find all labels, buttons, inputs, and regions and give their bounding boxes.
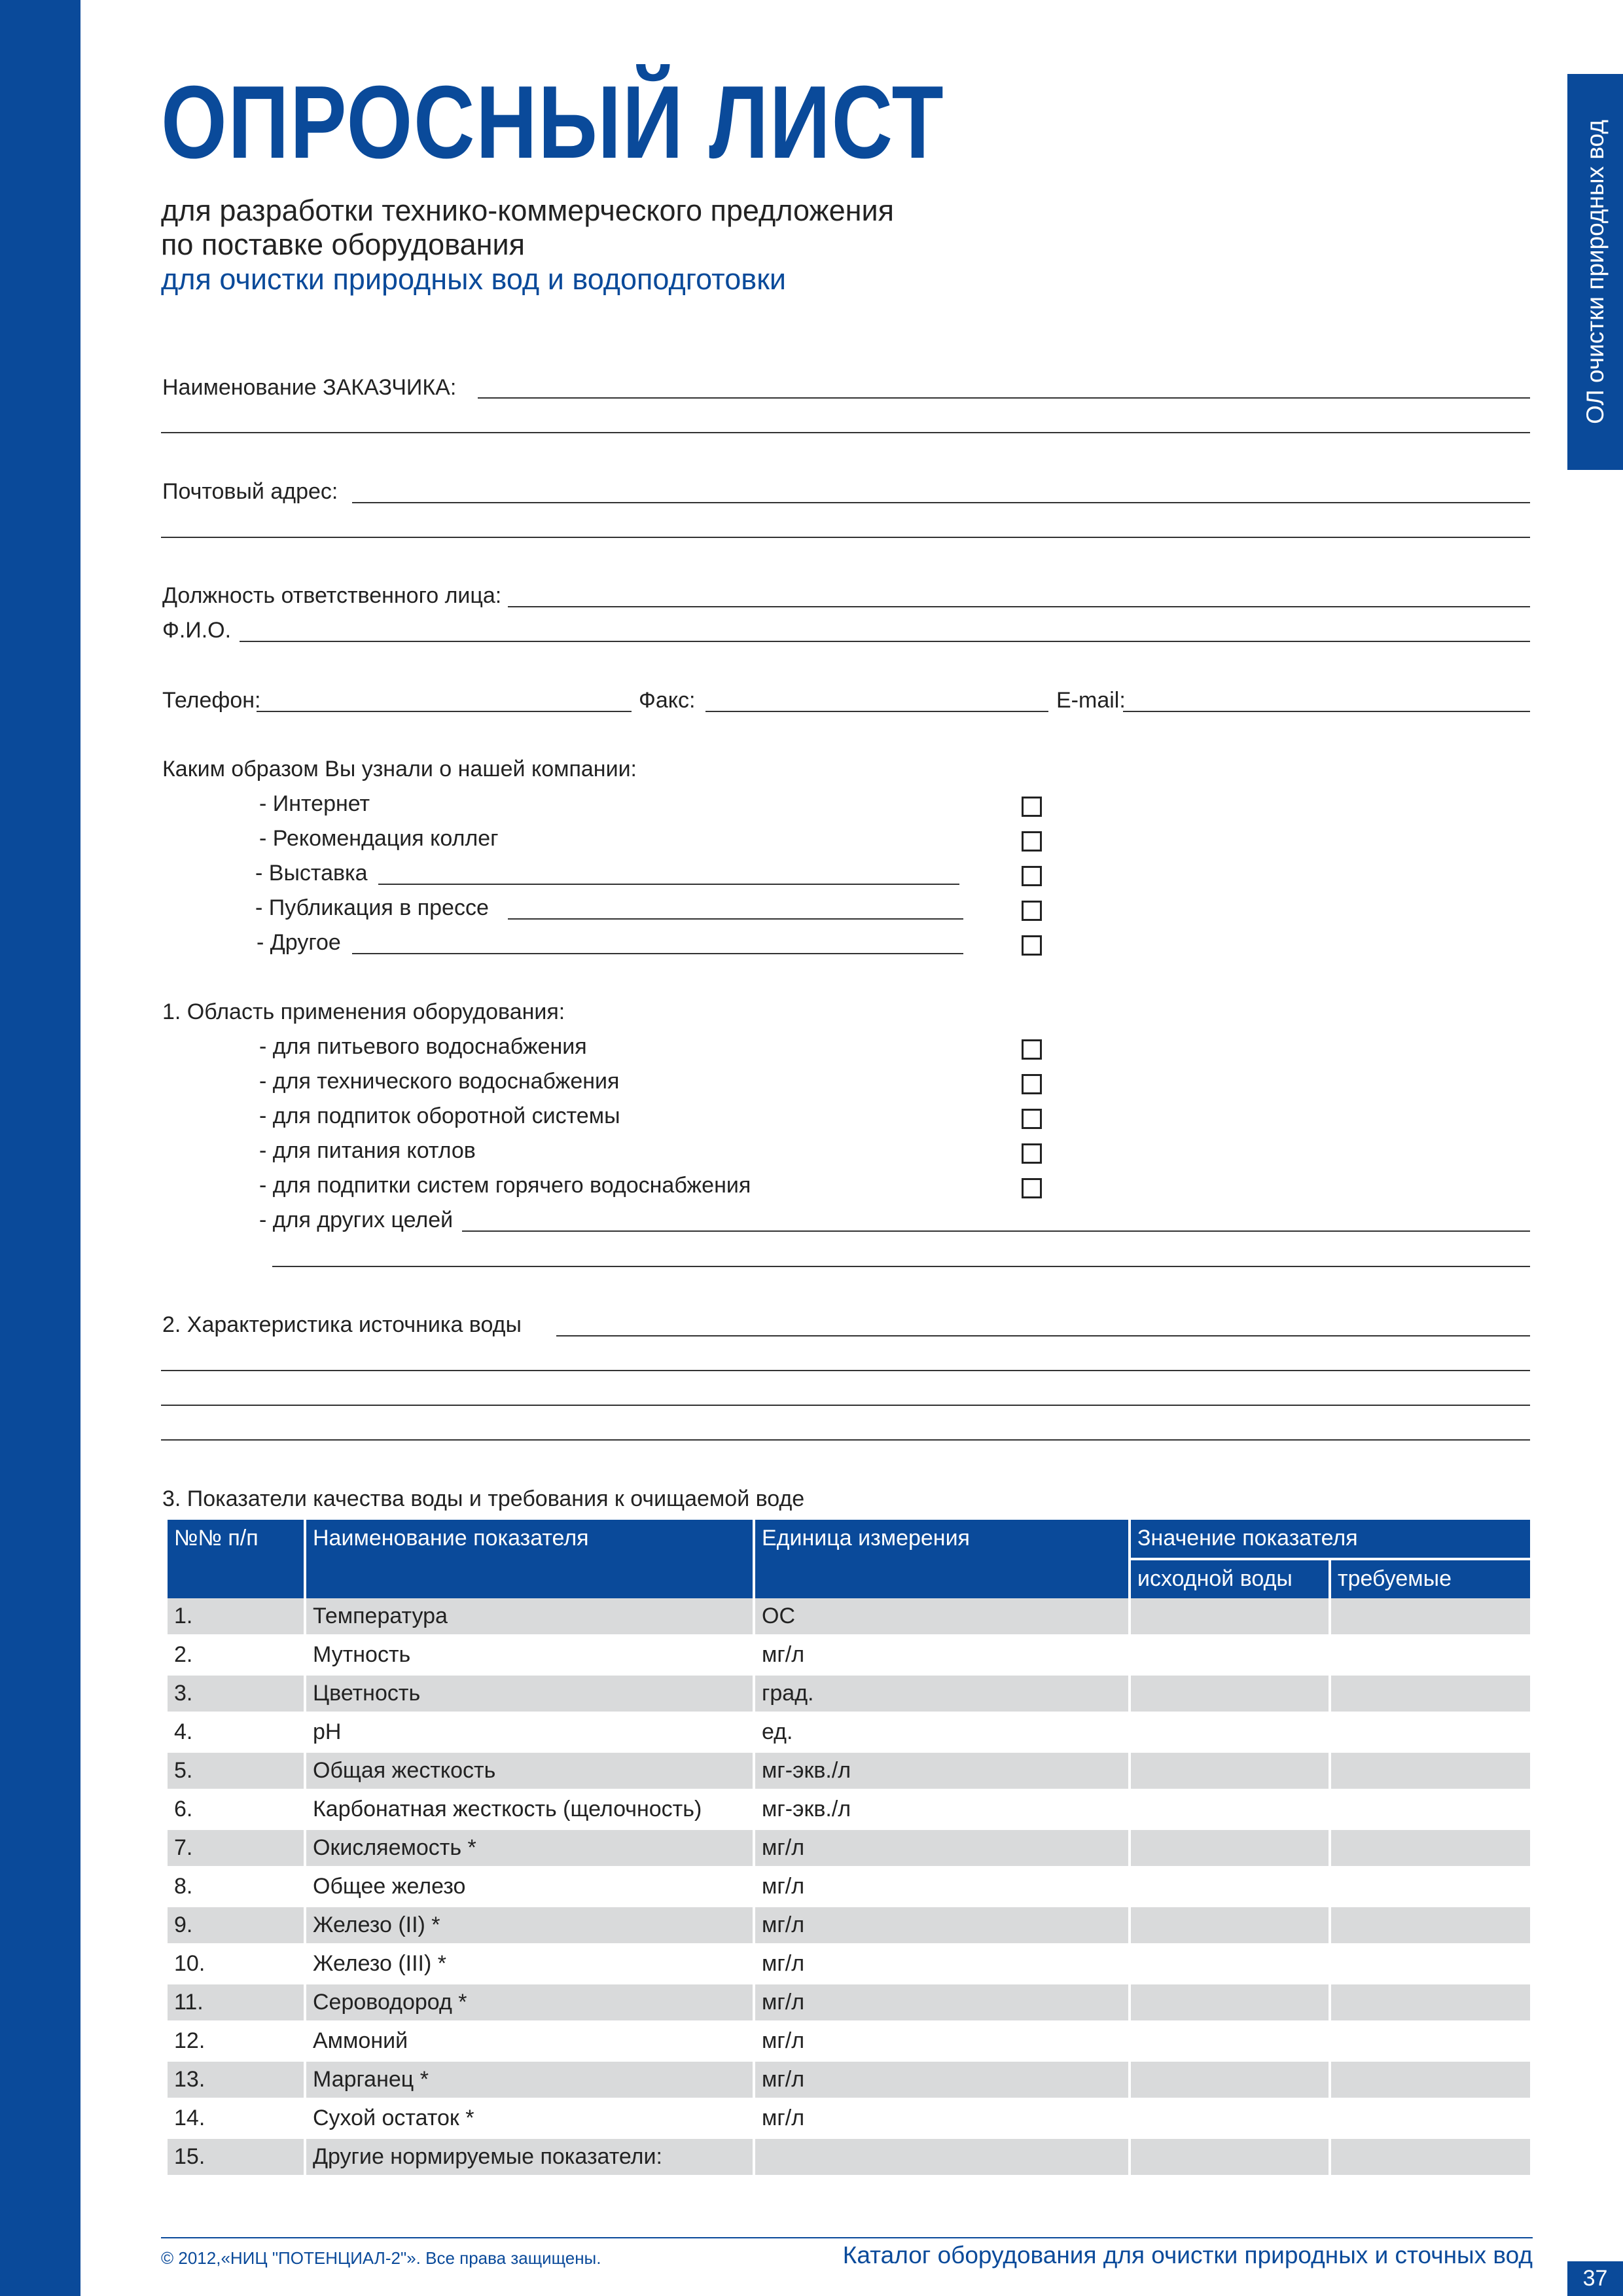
row-source-value[interactable] xyxy=(1131,1598,1329,1637)
fax-label: Факс: xyxy=(639,688,696,713)
row-required-value[interactable] xyxy=(1331,2062,1530,2100)
section3-title: 3. Показатели качества воды и требования к очищаемой воде xyxy=(162,1486,805,1511)
row-unit: мг/л xyxy=(755,1869,1128,1907)
row-unit: OC xyxy=(755,1598,1128,1637)
phone-label: Телефон: xyxy=(162,688,261,713)
row-name: Сухой остаток * xyxy=(306,2100,753,2139)
checkbox-technical[interactable] xyxy=(1022,1074,1042,1094)
row-name: Цветность xyxy=(306,1676,753,1714)
postal-address-label: Почтовый адрес: xyxy=(162,479,338,504)
table-row xyxy=(168,1869,1530,1907)
use-other: - для других целей xyxy=(259,1208,454,1232)
row-num: 7. xyxy=(168,1830,304,1869)
row-source-value[interactable] xyxy=(1131,1791,1329,1830)
row-required-value[interactable] xyxy=(1331,1946,1530,1984)
position-label: Должность ответственного лица: xyxy=(162,583,502,608)
row-name: Общее железо xyxy=(306,1869,753,1907)
row-unit: мг-экв./л xyxy=(755,1791,1128,1830)
row-num: 1. xyxy=(168,1598,304,1637)
table-row xyxy=(168,1637,1530,1676)
option-exhibition: - Выставка xyxy=(255,861,368,886)
quality-table xyxy=(165,1520,1533,2178)
section1-title: 1. Область применения оборудования: xyxy=(162,999,565,1024)
row-unit: мг/л xyxy=(755,2062,1128,2100)
row-num: 5. xyxy=(168,1753,304,1791)
header-unit: Единица измерения xyxy=(755,1520,1128,1598)
row-required-value[interactable] xyxy=(1331,1637,1530,1676)
row-source-value[interactable] xyxy=(1131,1869,1329,1907)
row-name: Общая жесткость xyxy=(306,1753,753,1791)
row-name: Аммоний xyxy=(306,2023,753,2062)
option-colleagues: - Рекомендация коллег xyxy=(259,826,499,851)
other-field[interactable] xyxy=(352,953,963,954)
row-num: 4. xyxy=(168,1714,304,1753)
checkbox-exhibition[interactable] xyxy=(1022,866,1042,886)
table-row xyxy=(168,1830,1530,1869)
postal-address-field-line-2[interactable] xyxy=(161,537,1530,538)
use-other-field[interactable] xyxy=(462,1230,1530,1232)
option-press: - Публикация в прессе xyxy=(255,895,489,920)
row-num: 15. xyxy=(168,2139,304,2178)
header-name: Наименование показателя xyxy=(306,1520,753,1598)
row-name: Другие нормируемые показатели: xyxy=(306,2139,753,2178)
row-required-value[interactable] xyxy=(1331,1791,1530,1830)
header-source: исходной воды xyxy=(1131,1560,1329,1598)
row-unit: мг/л xyxy=(755,1637,1128,1676)
table-row xyxy=(168,2139,1530,2178)
phone-field[interactable] xyxy=(257,711,632,712)
row-unit: мг/л xyxy=(755,1946,1128,1984)
row-name: Карбонатная жесткость (щелочность) xyxy=(306,1791,753,1830)
table-row xyxy=(168,1791,1530,1830)
checkbox-internet[interactable] xyxy=(1022,797,1042,817)
row-name: Сероводород * xyxy=(306,1984,753,2023)
row-unit: мг/л xyxy=(755,1907,1128,1946)
row-num: 8. xyxy=(168,1869,304,1907)
row-source-value[interactable] xyxy=(1131,2062,1329,2100)
row-unit xyxy=(755,2139,1128,2178)
checkbox-hot-water[interactable] xyxy=(1022,1178,1042,1198)
row-source-value[interactable] xyxy=(1131,1984,1329,2023)
header-num: №№ п/п xyxy=(168,1520,304,1598)
fax-field[interactable] xyxy=(705,711,1048,712)
press-field[interactable] xyxy=(508,918,963,920)
row-required-value[interactable] xyxy=(1331,1676,1530,1714)
customer-name-field-line-2[interactable] xyxy=(161,432,1530,433)
row-required-value[interactable] xyxy=(1331,2023,1530,2062)
row-required-value[interactable] xyxy=(1331,2139,1530,2178)
subtitle-line-3: для очистки природных вод и водоподготовки xyxy=(161,262,787,296)
row-num: 2. xyxy=(168,1637,304,1676)
checkbox-boilers[interactable] xyxy=(1022,1143,1042,1164)
table-row xyxy=(168,1946,1530,1984)
row-unit: град. xyxy=(755,1676,1128,1714)
exhibition-field[interactable] xyxy=(378,884,959,885)
header-required: требуемые xyxy=(1331,1560,1530,1598)
table-row xyxy=(168,1907,1530,1946)
use-other-field-line-2[interactable] xyxy=(272,1266,1530,1267)
side-tab-label: ОЛ очистки природных вод xyxy=(1582,120,1609,424)
water-source-field-line-3[interactable] xyxy=(161,1405,1530,1406)
customer-name-label: Наименование ЗАКАЗЧИКА: xyxy=(162,375,457,400)
option-internet: - Интернет xyxy=(259,791,370,816)
row-num: 12. xyxy=(168,2023,304,2062)
postal-address-field[interactable] xyxy=(352,502,1530,503)
row-source-value[interactable] xyxy=(1131,1907,1329,1946)
row-source-value[interactable] xyxy=(1131,1637,1329,1676)
footer-copyright: © 2012,«НИЦ "ПОТЕНЦИАЛ-2"». Все права защищены. xyxy=(161,2248,601,2268)
email-field[interactable] xyxy=(1123,711,1530,712)
table-row xyxy=(168,1753,1530,1791)
checkbox-press[interactable] xyxy=(1022,901,1042,921)
row-required-value[interactable] xyxy=(1331,1830,1530,1869)
fio-field[interactable] xyxy=(240,641,1530,642)
row-required-value[interactable] xyxy=(1331,1984,1530,2023)
fio-label: Ф.И.О. xyxy=(162,618,232,643)
row-source-value[interactable] xyxy=(1131,2023,1329,2062)
header-value: Значение показателя xyxy=(1131,1520,1530,1560)
email-label: E-mail: xyxy=(1056,688,1126,713)
row-num: 3. xyxy=(168,1676,304,1714)
subtitle-line-2: по поставке оборудования xyxy=(161,228,525,261)
row-name: Мутность xyxy=(306,1637,753,1676)
page-title: ОПРОСНЫЙ ЛИСТ xyxy=(161,65,945,180)
row-unit: мг/л xyxy=(755,2100,1128,2139)
checkbox-colleagues[interactable] xyxy=(1022,831,1042,852)
row-source-value[interactable] xyxy=(1131,1676,1329,1714)
table-row xyxy=(168,2062,1530,2100)
row-name: Железо (II) * xyxy=(306,1907,753,1946)
use-drinking: - для питьевого водоснабжения xyxy=(259,1034,587,1059)
side-tab xyxy=(1567,74,1623,470)
row-num: 13. xyxy=(168,2062,304,2100)
use-boilers: - для питания котлов xyxy=(259,1138,476,1163)
row-name: Марганец * xyxy=(306,2062,753,2100)
water-source-field-line-4[interactable] xyxy=(161,1439,1530,1441)
checkbox-recirculation[interactable] xyxy=(1022,1109,1042,1129)
row-required-value[interactable] xyxy=(1331,1753,1530,1791)
row-name: Окисляемость * xyxy=(306,1830,753,1869)
row-required-value[interactable] xyxy=(1331,1869,1530,1907)
table-row xyxy=(168,1984,1530,2023)
row-source-value[interactable] xyxy=(1131,2100,1329,2139)
row-unit: ед. xyxy=(755,1714,1128,1753)
row-num: 11. xyxy=(168,1984,304,2023)
row-name: Железо (III) * xyxy=(306,1946,753,1984)
row-required-value[interactable] xyxy=(1331,1907,1530,1946)
row-name: pH xyxy=(306,1714,753,1753)
left-accent-band xyxy=(0,0,80,2296)
row-unit: мг/л xyxy=(755,2023,1128,2062)
row-num: 10. xyxy=(168,1946,304,1984)
water-source-field-line-2[interactable] xyxy=(161,1370,1530,1371)
use-recirculation: - для подпиток оборотной системы xyxy=(259,1103,620,1128)
footer-divider xyxy=(161,2237,1533,2238)
row-source-value[interactable] xyxy=(1131,2139,1329,2178)
option-other: - Другое xyxy=(257,930,341,955)
table-row xyxy=(168,2100,1530,2139)
row-source-value[interactable] xyxy=(1131,1714,1329,1753)
table-row xyxy=(168,1714,1530,1753)
table-row xyxy=(168,1598,1530,1637)
row-required-value[interactable] xyxy=(1331,1598,1530,1637)
row-required-value[interactable] xyxy=(1331,1714,1530,1753)
row-source-value[interactable] xyxy=(1131,1946,1329,1984)
how-found-question: Каким образом Вы узнали о нашей компании: xyxy=(162,757,637,781)
row-source-value[interactable] xyxy=(1131,1830,1329,1869)
page-number: 37 xyxy=(1567,2261,1623,2296)
row-source-value[interactable] xyxy=(1131,1753,1329,1791)
row-unit: мг/л xyxy=(755,1830,1128,1869)
checkbox-drinking[interactable] xyxy=(1022,1039,1042,1060)
row-unit: мг-экв./л xyxy=(755,1753,1128,1791)
row-num: 9. xyxy=(168,1907,304,1946)
row-num: 6. xyxy=(168,1791,304,1830)
table-row xyxy=(168,1676,1530,1714)
footer-catalog-title: Каталог оборудования для очистки природных и сточных вод xyxy=(842,2242,1533,2269)
position-field[interactable] xyxy=(508,606,1530,607)
use-hot-water: - для подпитки систем горячего водоснабжения xyxy=(259,1173,751,1198)
table-row xyxy=(168,2023,1530,2062)
row-num: 14. xyxy=(168,2100,304,2139)
water-source-field[interactable] xyxy=(556,1335,1530,1336)
row-name: Температура xyxy=(306,1598,753,1637)
section2-title: 2. Характеристика источника воды xyxy=(162,1312,522,1337)
customer-name-field[interactable] xyxy=(478,397,1530,399)
row-unit: мг/л xyxy=(755,1984,1128,2023)
checkbox-other[interactable] xyxy=(1022,935,1042,956)
row-required-value[interactable] xyxy=(1331,2100,1530,2139)
use-technical: - для технического водоснабжения xyxy=(259,1069,620,1094)
subtitle-line-1: для разработки технико-коммерческого предложения xyxy=(161,194,894,227)
